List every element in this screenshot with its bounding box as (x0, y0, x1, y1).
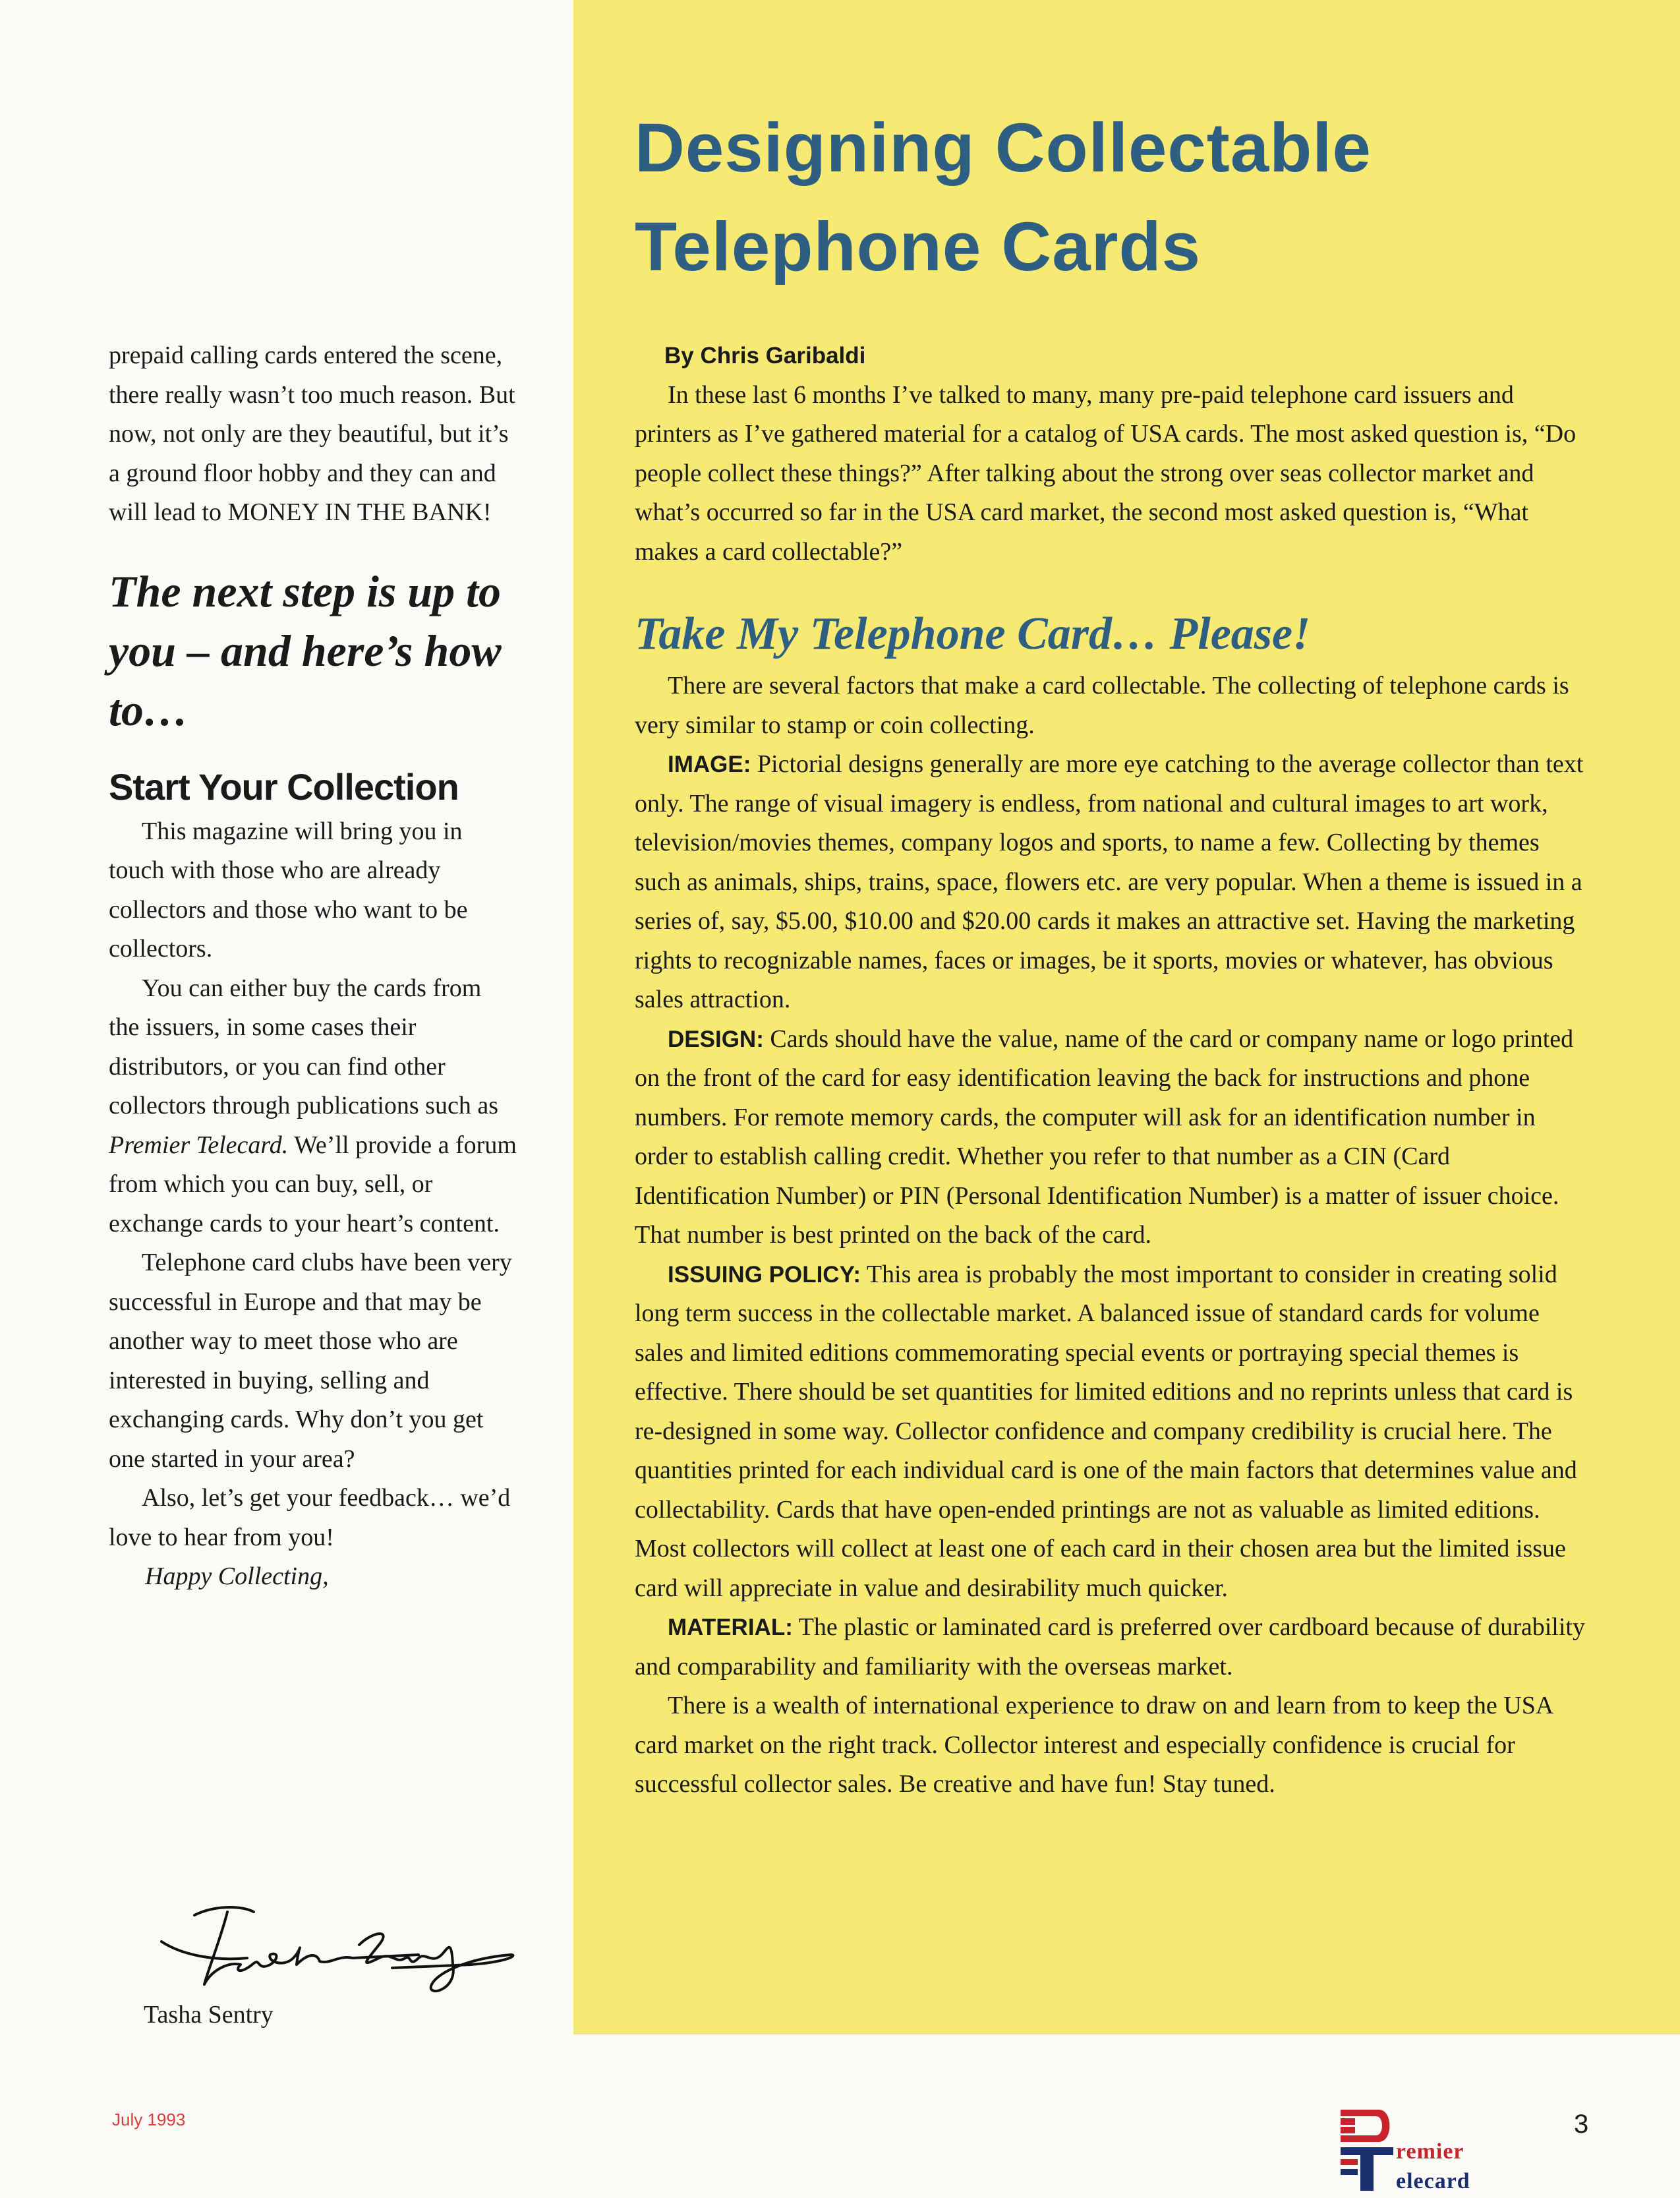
article-intro: In these last 6 months I’ve talked to many, many pre-paid telephone card issuers and printers as I’ve gathered material for a catalog of USA cards. The most asked question is, “Do people collect these things?” After talking about the strong over seas collector market and what’s occurred so far in the USA card market, the second most asked question is, “What makes a card collectable?” (635, 380, 1577, 566)
issuing-lead: ISSUING POLICY: (668, 1261, 861, 1288)
left-paragraph-1: This magazine will bring you in touch with those who are already collectors and those who want to be collectors. (109, 817, 468, 963)
image-text: Pictorial designs generally are more eye catching to the average collector than text only. The range of visual imagery is endless, from national and cultural images to art work, television/movies themes, company logos and sports, to name a few. Collecting by themes such as animals, ships, trains, space, flowers etc. are very popular. When a theme is issued in a series of, say, $5.00, $10.00 and $20.00 cards it makes an attractive set. Having the marketing rights to recognizable names, faces or images, be it sports, movies or whatever, has obvious sales attraction. (635, 750, 1584, 1013)
issuing-text: This area is probably the most important to consider in creating solid long term success in the collectable market. A balanced issue of standard cards for volume sales and limited editions commemorating special events or portraying special themes is effective. There should be set quantities for limited editions and no reprints unless that card is re-designed in some way. Collector confidence and company credibility is crucial here. The quantities printed for each individual card is one of the main factors that determines value and collectability. Cards that have open-ended printings are not as valuable as limited editions. Most collectors will collect at least one of each card in their chosen area but the limited issue card will appreciate in value and desirability much quicker. (635, 1260, 1577, 1602)
article-body (635, 336, 1590, 1804)
closing-paragraph: There is a wealth of international experience to draw on and learn from to keep the USA card market on the right track. Collector interest and especially confidence is crucial for successful collector sales. Be creative and have fun! Stay tuned. (635, 1692, 1553, 1798)
byline: By Chris Garibaldi (664, 343, 866, 369)
material-paragraph (635, 1608, 1590, 1686)
material-text: The plastic or laminated card is preferred over cardboard because of durability and comparability and familiarity with the overseas market. (635, 1613, 1585, 1680)
left-paragraph-4: Also, let’s get your feedback… we’d love to hear from you! (109, 1484, 511, 1551)
p2-text-after: We’ll provide a forum from which you can buy, sell, or exchange cards to your heart’s content. (109, 1131, 517, 1237)
logo-mark-icon (1338, 2106, 1397, 2192)
publication-name: Premier Telecard. (109, 1131, 289, 1159)
left-paragraph-3: Telephone card clubs have been very successful in Europe and that may be another way to meet those who are interested in buying, selling and exchanging cards. Why don’t you get one started in your area? (109, 1249, 512, 1473)
pull-quote: The next step is up to you – and here’s how to… (109, 566, 502, 735)
logo-text-premier: remier (1396, 2139, 1464, 2164)
issue-date: July 1993 (112, 2110, 186, 2129)
left-paragraph-2 (109, 969, 517, 1244)
factors-paragraph: There are several factors that make a card collectable. The collecting of telephone cards is very similar to stamp or coin collecting. (635, 672, 1569, 739)
material-lead: MATERIAL: (668, 1615, 793, 1640)
intro-paragraph: prepaid calling cards entered the scene, there really wasn’t too much reason. But now, not only are they beautiful, but it’s a ground floor hobby and they can and will lead to MONEY IN THE BANK! (109, 342, 515, 526)
section-heading: Start Your Collection (109, 765, 459, 808)
design-lead: DESIGN: (668, 1026, 764, 1052)
article-title: Designing Collectable Telephone Cards (635, 109, 1372, 285)
image-paragraph (635, 745, 1590, 1020)
design-text: Cards should have the value, name of the card or company name or logo printed on the front of the card for easy identification leaving the back for instructions and phone numbers. For remote memory cards, the computer will ask for an identification number in order to establish calling credit. Whether you refer to that number as a CIN (Card Identification Number) or PIN (Personal Identification Number) is a matter of issuer choice. That number is best printed on the back of the card. (635, 1025, 1574, 1249)
article-subhead: Take My Telephone Card… Please! (635, 609, 1311, 659)
left-column (109, 336, 517, 1597)
page-number: 3 (1574, 2110, 1589, 2139)
signer-name: Tasha Sentry (144, 2001, 274, 2029)
premier-telecard-logo (1338, 2106, 1490, 2192)
design-paragraph (635, 1020, 1590, 1255)
closing-line: Happy Collecting, (145, 1562, 329, 1590)
logo-text-telecard: elecard (1396, 2169, 1470, 2193)
image-lead: IMAGE: (668, 752, 751, 777)
issuing-policy-paragraph (635, 1255, 1590, 1609)
handwritten-signature (142, 1892, 537, 2004)
p2-text-before: You can either buy the cards from the issuers, in some cases their distributors, or you can find other collectors through publications such as (109, 974, 498, 1119)
